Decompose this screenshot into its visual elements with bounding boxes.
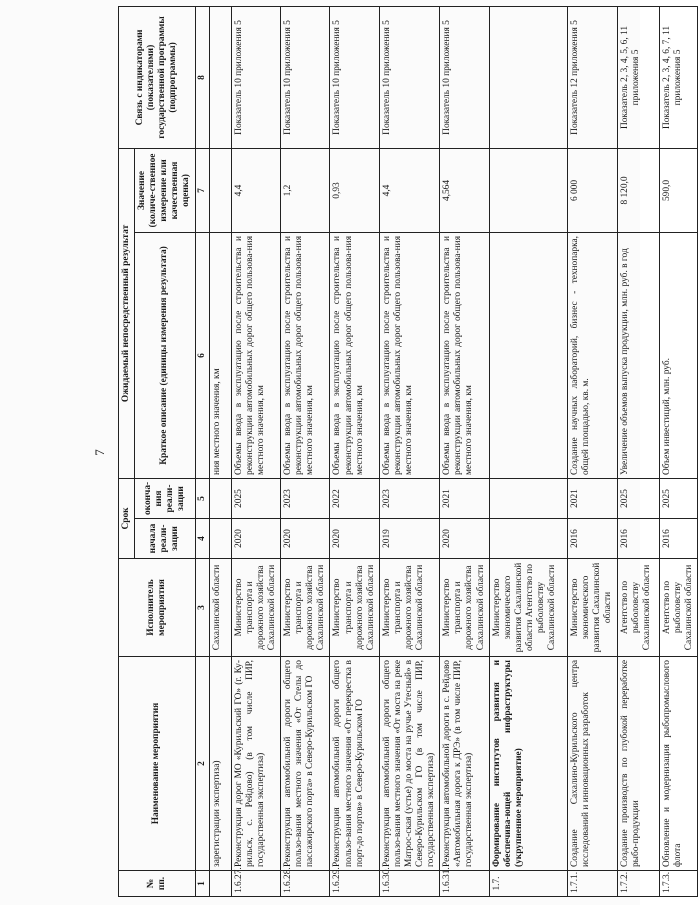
row-start-year: 2020 xyxy=(231,519,280,559)
row-description: Объем инвестиций, млн. руб. xyxy=(659,232,697,478)
row-description: Объемы ввода в эксплуатацию после строительства и реконструкции автомобильных дорог общего пользова-ния местного значения, км xyxy=(440,232,489,478)
row-number: 1.7.3. xyxy=(659,871,697,897)
table-row xyxy=(231,6,280,896)
row-description: Увеличение объемов выпуска продукции, млн. руб. в год xyxy=(617,232,659,478)
colnum: 4 xyxy=(195,519,209,559)
row-value: 0,93 xyxy=(330,148,379,232)
table-row xyxy=(659,6,697,896)
page-number: 7 xyxy=(92,449,107,456)
row-start-year: 2020 xyxy=(281,519,330,559)
row-start-year xyxy=(489,519,567,559)
row-number: 1.6.27. xyxy=(231,871,280,897)
row-end-year: 2021 xyxy=(440,478,489,518)
row-description: Объемы ввода в эксплуатацию после строительства и реконструкции автомобильных дорог общего пользова-ния местного значения, км xyxy=(231,232,280,478)
row-indicator-link: Показатель 10 приложения 5 xyxy=(440,6,489,148)
row-value: 4,4 xyxy=(379,148,439,232)
header-value: Значение (количе-ственное измерение или качественная оценка) xyxy=(135,148,195,232)
row-number: 1.6.31. xyxy=(440,871,489,897)
row-executor: Сахалинской области xyxy=(209,559,231,657)
row-start-year: 2016 xyxy=(567,519,617,559)
column-numbers-row xyxy=(195,6,209,896)
row-indicator-link xyxy=(489,6,567,148)
row-value: 4,4 xyxy=(231,148,280,232)
row-description: Объемы ввода в эксплуатацию после строительства и реконструкции автомобильных дорог общего пользова-ния местного значения, км xyxy=(330,232,379,478)
table-row xyxy=(617,6,659,896)
row-name: Формирование институтов развития и обеспечива-ющей инфраструктуры (укрупненное мероприятие) xyxy=(489,657,567,871)
row-end-year: 2021 xyxy=(567,478,617,518)
colnum: 2 xyxy=(195,657,209,871)
row-value xyxy=(209,148,231,232)
row-description: Создание научных лабораторий, бизнес - технопарка, общей площадью, кв. м. xyxy=(567,232,617,478)
row-indicator-link: Показатель 2, 3, 4, 6, 7, 11 приложения 5 xyxy=(659,6,697,148)
row-name: Реконструкция автомобильной дороги общего пользо-вания местного значения «От перекрестка в порт-до портов» в Северо-Курильском ГО xyxy=(330,657,379,871)
header-no: № пп. xyxy=(119,871,196,897)
row-indicator-link: Показатель 10 приложения 5 xyxy=(231,6,280,148)
row-name: Реконструкция автомобильной дороги общего пользо-вания местного значения «От моста на реке Матрос-ская (устье) до моста на ручье Утесный» в Северо-Курильском ГО (в том числе ПИР, государственная экспертиза) xyxy=(379,657,439,871)
colnum: 7 xyxy=(195,148,209,232)
row-value: 8 120,0 xyxy=(617,148,659,232)
row-executor: Министерство транспорта и дорожного хозяйства Сахалинской области xyxy=(330,559,379,657)
row-executor: Министерство транспорта и дорожного хозяйства Сахалинской области xyxy=(281,559,330,657)
colnum: 3 xyxy=(195,559,209,657)
row-indicator-link: Показатель 12 приложения 5 xyxy=(567,6,617,148)
row-number: 1.7.1. xyxy=(567,871,617,897)
table-row xyxy=(209,6,231,896)
row-description: ния местного значения, км xyxy=(209,232,231,478)
table-row xyxy=(281,6,330,896)
header-end: оконча-ния реали-зации xyxy=(135,478,195,518)
table-row xyxy=(379,6,439,896)
table-row xyxy=(567,6,617,896)
row-indicator-link: Показатель 10 приложения 5 xyxy=(330,6,379,148)
header-term: Срок xyxy=(119,478,135,558)
colnum: 8 xyxy=(195,6,209,148)
row-executor: Агентство по рыболовству Сахалинской области xyxy=(617,559,659,657)
row-start-year: 2016 xyxy=(617,519,659,559)
row-indicator-link xyxy=(209,6,231,148)
row-number: 1.7. xyxy=(489,871,567,897)
row-description: Объемы ввода в эксплуатацию после строительства и реконструкции автомобильных дорог общего пользова-ния местного значения, км xyxy=(379,232,439,478)
row-name: Создание производств по глубокой переработке рыбо-продукции xyxy=(617,657,659,871)
row-end-year: 2023 xyxy=(379,478,439,518)
row-number: 1.7.2. xyxy=(617,871,659,897)
row-number xyxy=(209,871,231,897)
colnum: 5 xyxy=(195,478,209,518)
row-end-year: 2023 xyxy=(281,478,330,518)
row-executor: Министерство транспорта и дорожного хозяйства Сахалинской области xyxy=(379,559,439,657)
row-name: зарегистрации экспертиза) xyxy=(209,657,231,871)
row-end-year xyxy=(209,478,231,518)
row-value: 1,2 xyxy=(281,148,330,232)
table-row xyxy=(489,6,567,896)
header-executor: Исполнитель мероприятия xyxy=(119,559,196,657)
header-description: Краткое описание (единицы измерения результата) xyxy=(135,232,195,478)
row-executor: Министерство экономического развития Сахалинской области xyxy=(567,559,617,657)
header-row-1 xyxy=(119,6,135,896)
row-name: Реконструкция дорог МО «Курильский ГО» (г. Ку-рильск, с. Рейдово) (в том числе ПИР, государственная экспертиза) xyxy=(231,657,280,871)
header-expected: Ожидаемый непосредственный результат xyxy=(119,148,135,478)
row-name: Реконструкция автомобильной дороги общего пользо-вания местного значения «От Стелы до пассажирского порта» в Северо-Курильском ГО xyxy=(281,657,330,871)
row-value: 590,0 xyxy=(659,148,697,232)
row-indicator-link: Показатель 2, 3, 4, 5, 6, 11 приложения 5 xyxy=(617,6,659,148)
row-number: 1.6.30. xyxy=(379,871,439,897)
header-start: начала реали-зации xyxy=(135,519,195,559)
row-end-year: 2025 xyxy=(617,478,659,518)
row-description: Объемы ввода в эксплуатацию после строительства и реконструкции автомобильных дорог общего пользова-ния местного значения, км xyxy=(281,232,330,478)
row-start-year: 2020 xyxy=(440,519,489,559)
row-value: 6 000 xyxy=(567,148,617,232)
row-start-year: 2020 xyxy=(330,519,379,559)
row-end-year: 2022 xyxy=(330,478,379,518)
row-executor: Министерство транспорта и дорожного хозяйства Сахалинской области xyxy=(231,559,280,657)
row-name: Обновление и модернизация рыбопромыслового флота xyxy=(659,657,697,871)
row-value: 4,564 xyxy=(440,148,489,232)
row-start-year: 2016 xyxy=(659,519,697,559)
row-start-year: 2019 xyxy=(379,519,439,559)
row-executor: Агентство по рыболовству Сахалинской области xyxy=(659,559,697,657)
row-executor: Министерство экономического развития Сахалинской области Агентство по рыболовству Сахалинской области xyxy=(489,559,567,657)
row-name: Создание Сахалино-Курильского центра исследований и инновационных разработок xyxy=(567,657,617,871)
row-description xyxy=(489,232,567,478)
header-link: Связь с индикаторами (показателями) государственной программы (подпрограммы) xyxy=(119,6,196,148)
table-row xyxy=(440,6,489,896)
row-number: 1.6.29. xyxy=(330,871,379,897)
row-number: 1.6.28. xyxy=(281,871,330,897)
row-executor: Министерство транспорта и дорожного хозяйства Сахалинской области xyxy=(440,559,489,657)
measures-table xyxy=(118,6,698,897)
row-value xyxy=(489,148,567,232)
colnum: 6 xyxy=(195,232,209,478)
colnum: 1 xyxy=(195,871,209,897)
row-end-year: 2025 xyxy=(231,478,280,518)
table-row xyxy=(330,6,379,896)
row-indicator-link: Показатель 10 приложения 5 xyxy=(379,6,439,148)
row-end-year: 2025 xyxy=(659,478,697,518)
row-name: Реконструкция автомобильной дороги в с. Рейдово «Автомобильная дорога к ДРЭ» (в том числе ПИР, государственная экспертиза) xyxy=(440,657,489,871)
row-end-year xyxy=(489,478,567,518)
row-start-year xyxy=(209,519,231,559)
header-name: Наименование мероприятия xyxy=(119,657,196,871)
row-indicator-link: Показатель 10 приложения 5 xyxy=(281,6,330,148)
